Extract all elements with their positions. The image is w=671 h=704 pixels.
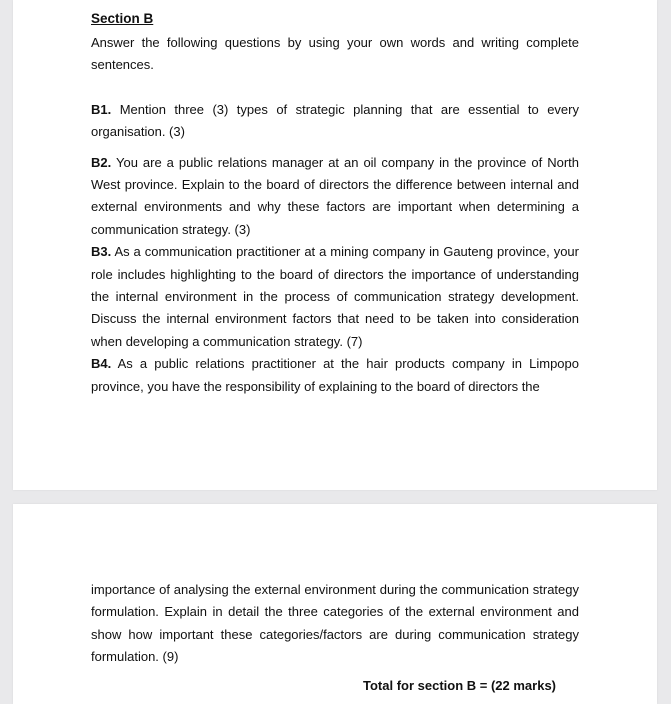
question-b1	[91, 99, 579, 144]
question-b2-text: You are a public relations manager at an oil company in the province of North West province. Explain to the board of directors the difference between internal and external environments and why these factors are important when determining a communication strategy. (3)	[91, 154, 579, 237]
question-b4-continued: importance of analysing the external environment during the communication strategy formulation. Explain in detail the three categories of the external environment and show how important these categories/factors are during communication strategy formulation. (9)	[91, 582, 579, 665]
question-b3-id: B3.	[91, 244, 112, 260]
question-b4	[91, 353, 579, 398]
question-b2	[91, 152, 579, 242]
question-b1-text: Mention three (3) types of strategic planning that are essential to every organisation. (3)	[91, 101, 579, 140]
question-b1-id: B1.	[91, 101, 112, 117]
question-b3	[91, 241, 579, 353]
question-b4-text-part1: As a public relations practitioner at the hair products company in Limpopo province, you have the responsibility of explaining to the board of directors the	[91, 356, 579, 394]
section-title: Section B	[91, 11, 154, 26]
page-2-content	[91, 579, 579, 669]
section-instruction: Answer the following questions by using your own words and writing complete sentences.	[91, 35, 579, 73]
page-1-content	[91, 9, 579, 398]
document-page-2	[13, 504, 657, 704]
section-total: Total for section B = (22 marks)	[363, 678, 557, 693]
question-b2-id: B2.	[91, 154, 112, 170]
question-b4-id: B4.	[91, 356, 112, 372]
document-page-1	[13, 0, 657, 490]
question-b3-text: As a communication practitioner at a mining company in Gauteng province, your role includes highlighting to the board of directors the importance of understanding the internal environment in the process of communication strategy development. Discuss the internal environment factors that need to be taken into consideration when developing a communication strategy. (7)	[91, 244, 579, 349]
